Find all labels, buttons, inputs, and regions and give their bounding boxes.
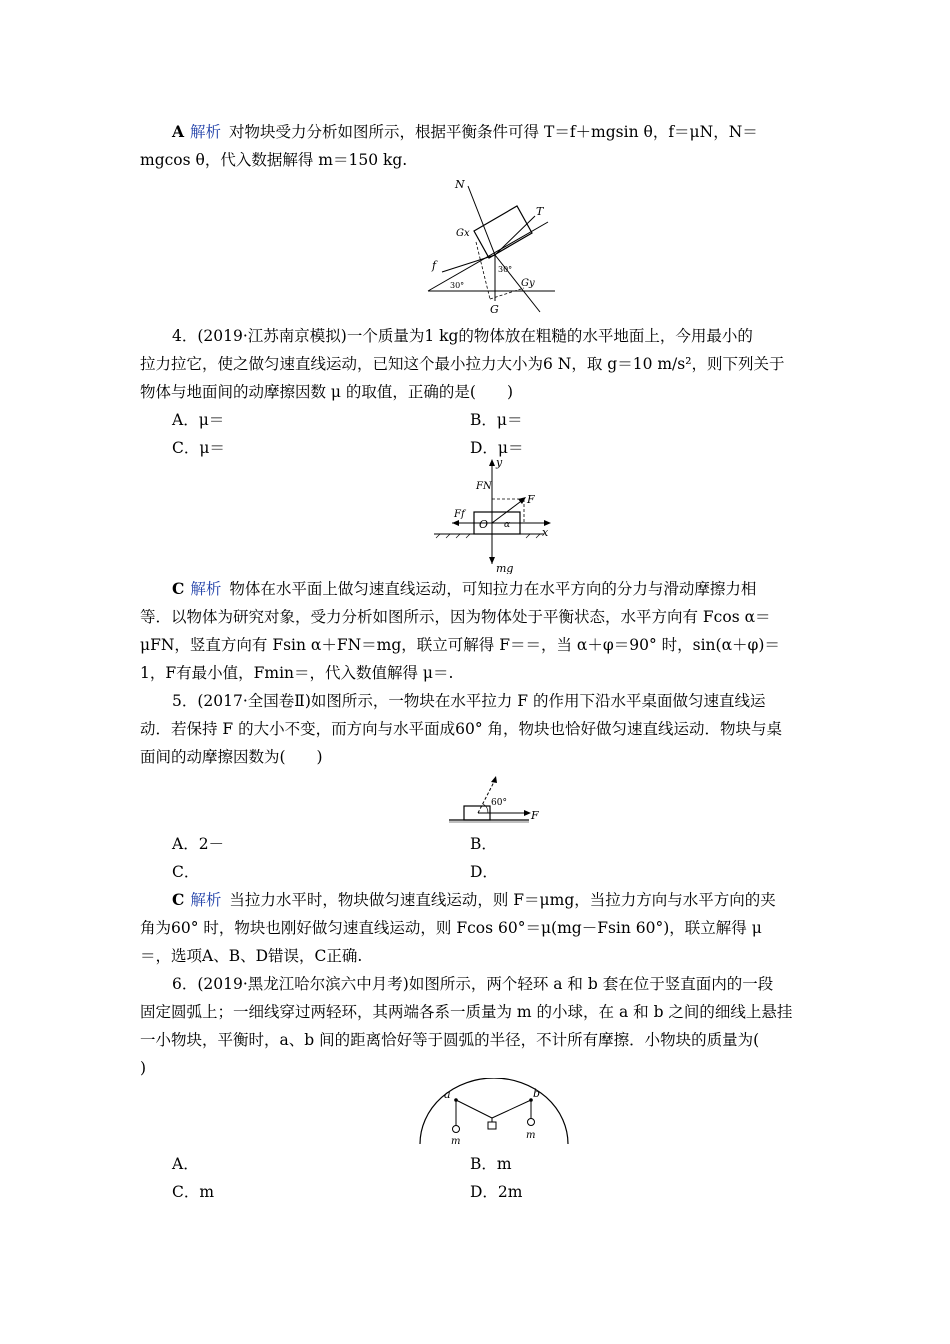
q6-option-d: D．2m: [470, 1183, 523, 1201]
label-alpha: α: [504, 520, 511, 530]
label-x: x: [542, 526, 549, 539]
q6-line1: 6．(2019·黑龙江哈尔滨六中月考)如图所示，两个轻环 a 和 b 套在位于竖直面内的一段: [172, 975, 774, 993]
q5-solution-line2: 角为60° 时，物块也刚好做匀速直线运动，则 Fcos 60°＝μ(mg－Fsin 60°)，联立解得 μ: [140, 919, 762, 937]
q6-line3: 一小物块，平衡时，a、b 间的距离恰好等于圆弧的半径，不计所有摩擦．小物块的质量为(: [140, 1031, 760, 1049]
q6-option-c: C．m: [172, 1183, 215, 1201]
label-mg: mg: [496, 562, 514, 574]
q4-solution-line3: μFN，竖直方向有 Fsin α＋FN＝mg，联立可解得 F＝＝，当 α＋φ＝90° 时，sin(α＋φ)＝: [140, 636, 780, 654]
label-Gy: Gy: [521, 278, 535, 289]
block-figure: [447, 770, 543, 828]
answer-letter: C: [172, 579, 185, 598]
label-O: O: [479, 518, 489, 531]
label-a: a: [444, 1088, 451, 1101]
label-60: 60°: [491, 798, 507, 808]
label-N: N: [455, 178, 465, 191]
q4-option-b: B．μ＝: [470, 411, 523, 429]
q4-line3: 物体与地面间的动摩擦因数 μ 的取值，正确的是( ): [140, 383, 514, 401]
text: 当拉力水平时，物块做匀速直线运动，则 F＝μmg，当拉力方向与水平方向的夹: [229, 891, 776, 909]
solution-tag: 解析: [190, 580, 222, 598]
label-angle-top: 30°: [498, 265, 513, 274]
label-FN: FN: [476, 481, 492, 492]
solution-tag: 解析: [190, 123, 222, 141]
label-F: F: [527, 493, 535, 506]
force-figure: [432, 456, 560, 574]
label-T: T: [536, 205, 544, 218]
q3-solution-line2: mgcos θ，代入数据解得 m＝150 kg.: [140, 151, 408, 169]
q5-line1: 5．(2017·全国卷Ⅱ)如图所示，一物块在水平拉力 F 的作用下沿水平桌面做匀速直线运: [172, 692, 766, 710]
q6-line4: ): [140, 1059, 147, 1077]
arc-figure: [416, 1078, 572, 1148]
q5-solution-line3: ＝，选项A、B、D错误，C正确.: [140, 947, 363, 965]
q5-option-c: C．: [172, 863, 200, 881]
label-Ff: Ff: [454, 509, 465, 520]
q4-solution-line2: 等．以物体为研究对象，受力分析如图所示，因为物体处于平衡状态，水平方向有 Fcos α＝: [140, 608, 771, 626]
label-G: G: [490, 303, 499, 316]
label-m-right: m: [526, 1130, 536, 1141]
label-y: y: [496, 456, 503, 469]
q5-option-a: A．2－: [172, 835, 225, 853]
q4-option-a: A．μ＝: [172, 411, 225, 429]
q4-line1: 4．(2019·江苏南京模拟)一个质量为1 kg的物体放在粗糙的水平地面上，今用最小的: [172, 327, 753, 345]
q6-option-a: A．: [172, 1155, 199, 1173]
q4-line2: 拉力拉它，使之做匀速直线运动，已知这个最小拉力大小为6 N，取 g＝10 m/s²，则下列关于: [140, 355, 785, 373]
incline-figure: [420, 176, 560, 316]
q4-option-d: D．μ＝: [470, 439, 524, 457]
answer-letter: A: [172, 122, 185, 141]
q6-line2: 固定圆弧上；一细线穿过两轻环，其两端各系一质量为 m 的小球，在 a 和 b 之间的细线上悬挂: [140, 1003, 793, 1021]
q4-solution-line4: 1，F有最小值，Fmin＝，代入数值解得 μ＝.: [140, 664, 454, 682]
label-f: f: [432, 259, 437, 272]
q5-line3: 面间的动摩擦因数为( ): [140, 748, 323, 766]
q5-option-d: D．: [470, 863, 498, 881]
solution-tag: 解析: [190, 891, 222, 909]
answer-letter: C: [172, 890, 185, 909]
text: 对物块受力分析如图所示，根据平衡条件可得 T＝f＋mgsin θ，f＝μN，N＝: [229, 123, 758, 141]
q5-option-b: B．: [470, 835, 497, 853]
text: 物体在水平面上做匀速直线运动，可知拉力在水平方向的分力与滑动摩擦力相: [229, 580, 757, 598]
label-F: F: [531, 809, 539, 822]
q5-solution-line1: [140, 886, 812, 914]
label-Gx: Gx: [456, 228, 470, 239]
label-b: b: [533, 1087, 541, 1100]
label-angle-base: 30°: [450, 281, 465, 290]
q3-solution-line1: [140, 118, 812, 146]
q4-option-c: C．μ＝: [172, 439, 225, 457]
q6-option-b: B．m: [470, 1155, 512, 1173]
q5-line2: 动．若保持 F 的大小不变，而方向与水平面成60° 角，物块也恰好做匀速直线运动．物块与桌: [140, 720, 783, 738]
q4-solution-line1: [140, 575, 812, 603]
label-m-left: m: [451, 1136, 461, 1147]
